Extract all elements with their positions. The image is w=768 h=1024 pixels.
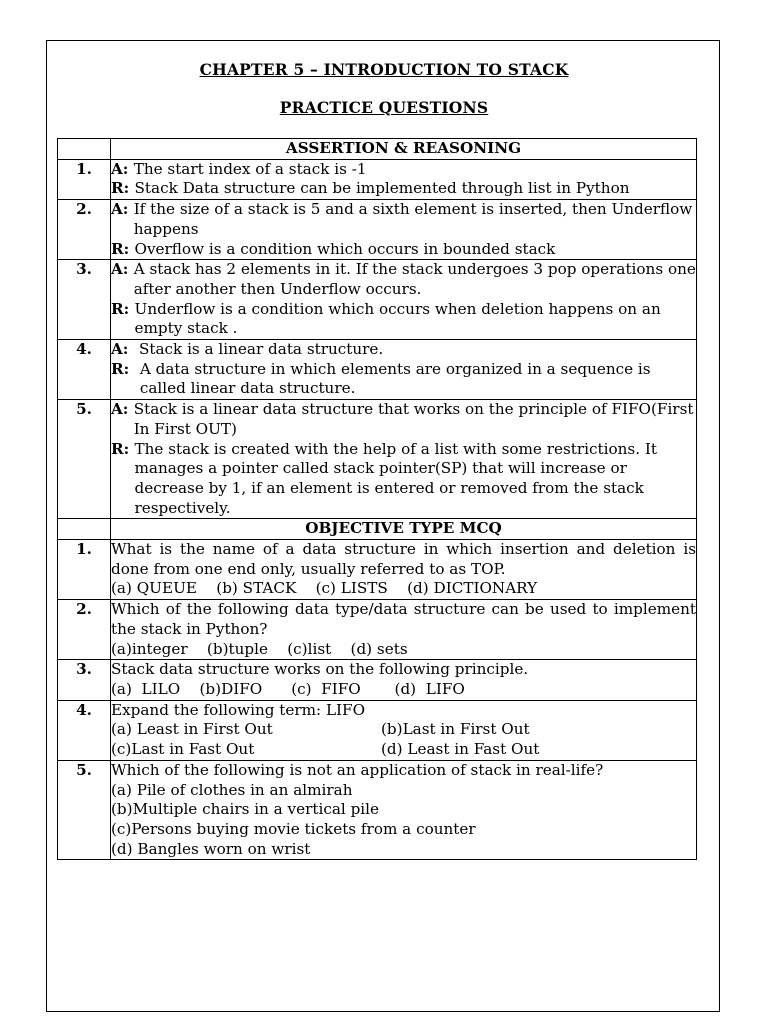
reason-label: R: — [111, 179, 135, 198]
mcq-row — [58, 660, 697, 700]
reason — [111, 240, 696, 260]
mcq-options-row — [111, 740, 696, 760]
reason — [111, 440, 696, 519]
reason-text: The stack is created with the help of a list with some restrictions. It manages a pointer called stack pointer(SP) that will increase or decrease by 1, if an element is entered or removed from the stack respectively. — [134, 439, 657, 517]
reason — [111, 179, 696, 199]
mcq-options: (a) QUEUE (b) STACK (c) LISTS (d) DICTIONARY — [111, 579, 538, 598]
reason — [111, 360, 696, 399]
mcq-section-heading: OBJECTIVE TYPE MCQ — [111, 519, 697, 540]
mcq-row — [58, 600, 697, 660]
assertion-text: A stack has 2 elements in it. If the stack undergoes 3 pop operations one after another then Underflow occurs. — [133, 260, 696, 298]
question-number: 2. — [58, 600, 111, 660]
assertion-text: The start index of a stack is -1 — [133, 159, 367, 178]
question-number: 5. — [58, 760, 111, 860]
assertion-text: If the size of a stack is 5 and a sixth element is inserted, then Underflow happens — [133, 200, 693, 238]
question-number: 2. — [58, 200, 111, 260]
assertion-row — [58, 159, 697, 199]
reason-label: R: — [111, 299, 135, 318]
assertion-section-header — [58, 139, 697, 160]
question-number: 5. — [58, 400, 111, 519]
mcq-option-d: (d) Bangles worn on wrist — [111, 839, 311, 858]
question-number: 3. — [58, 260, 111, 340]
reason — [111, 300, 696, 339]
assertion-label: A: — [111, 260, 134, 279]
practice-questions-title: PRACTICE QUESTIONS — [279, 98, 489, 117]
mcq-question: Stack data structure works on the following principle. — [111, 660, 529, 679]
assertion — [111, 340, 696, 360]
reason-label: R: — [111, 359, 140, 378]
assertion-row — [58, 400, 697, 519]
reason-text: Stack Data structure can be implemented through list in Python — [134, 179, 630, 198]
mcq-question: Which of the following is not an application of stack in real-life? — [111, 760, 604, 779]
mcq-section-header — [58, 519, 697, 540]
question-number: 4. — [58, 340, 111, 400]
mcq-row — [58, 760, 697, 860]
reason-text: Overflow is a condition which occurs in bounded stack — [134, 239, 556, 258]
questions-table — [57, 138, 697, 860]
assertion — [111, 260, 696, 299]
reason-label: R: — [111, 439, 135, 458]
assertion-row — [58, 260, 697, 340]
mcq-options: (a) LILO (b)DIFO (c) FIFO (d) LIFO — [111, 679, 465, 698]
mcq-option-c: (c)Persons buying movie tickets from a counter — [111, 819, 476, 838]
mcq-option-b: (b)Multiple chairs in a vertical pile — [111, 800, 380, 819]
question-number: 1. — [58, 540, 111, 600]
assertion-label: A: — [111, 400, 134, 419]
assertion-text: Stack is a linear data structure that works on the principle of FIFO(First In First OUT) — [133, 400, 694, 438]
assertion — [111, 160, 696, 180]
assertion-row — [58, 340, 697, 400]
question-number: 1. — [58, 159, 111, 199]
mcq-option-b: (b)Last in First Out — [381, 720, 530, 739]
assertion — [111, 400, 696, 439]
reason-label: R: — [111, 239, 135, 258]
reason-text: Underflow is a condition which occurs when deletion happens on an empty stack . — [134, 299, 661, 338]
assertion-row — [58, 200, 697, 260]
assertion-label: A: — [111, 159, 134, 178]
chapter-title: CHAPTER 5 – INTRODUCTION TO STACK — [199, 60, 569, 79]
mcq-option-c: (c)Last in Fast Out — [111, 740, 255, 759]
assertion-section-heading: ASSERTION & REASONING — [111, 139, 697, 160]
mcq-question: Which of the following data type/data structure can be used to implement the stack in Python? — [111, 600, 696, 638]
assertion-label: A: — [111, 200, 134, 219]
assertion-text: Stack is a linear data structure. — [138, 340, 384, 359]
mcq-row — [58, 540, 697, 600]
mcq-question: What is the name of a data structure in which insertion and deletion is done from one end only, usually referred to as TOP. — [111, 540, 696, 578]
assertion-label: A: — [111, 340, 139, 359]
mcq-options: (a)integer (b)tuple (c)list (d) sets — [111, 639, 408, 658]
mcq-options-row — [111, 720, 696, 740]
mcq-option-d: (d) Least in Fast Out — [381, 740, 540, 759]
mcq-option-a: (a) Pile of clothes in an almirah — [111, 780, 353, 799]
question-number: 3. — [58, 660, 111, 700]
mcq-row — [58, 700, 697, 760]
mcq-option-a: (a) Least in First Out — [111, 720, 273, 739]
question-number: 4. — [58, 700, 111, 760]
reason-text: A data structure in which elements are organized in a sequence is called linear data structure. — [139, 359, 651, 398]
assertion — [111, 200, 696, 239]
mcq-question: Expand the following term: LIFO — [111, 700, 366, 719]
